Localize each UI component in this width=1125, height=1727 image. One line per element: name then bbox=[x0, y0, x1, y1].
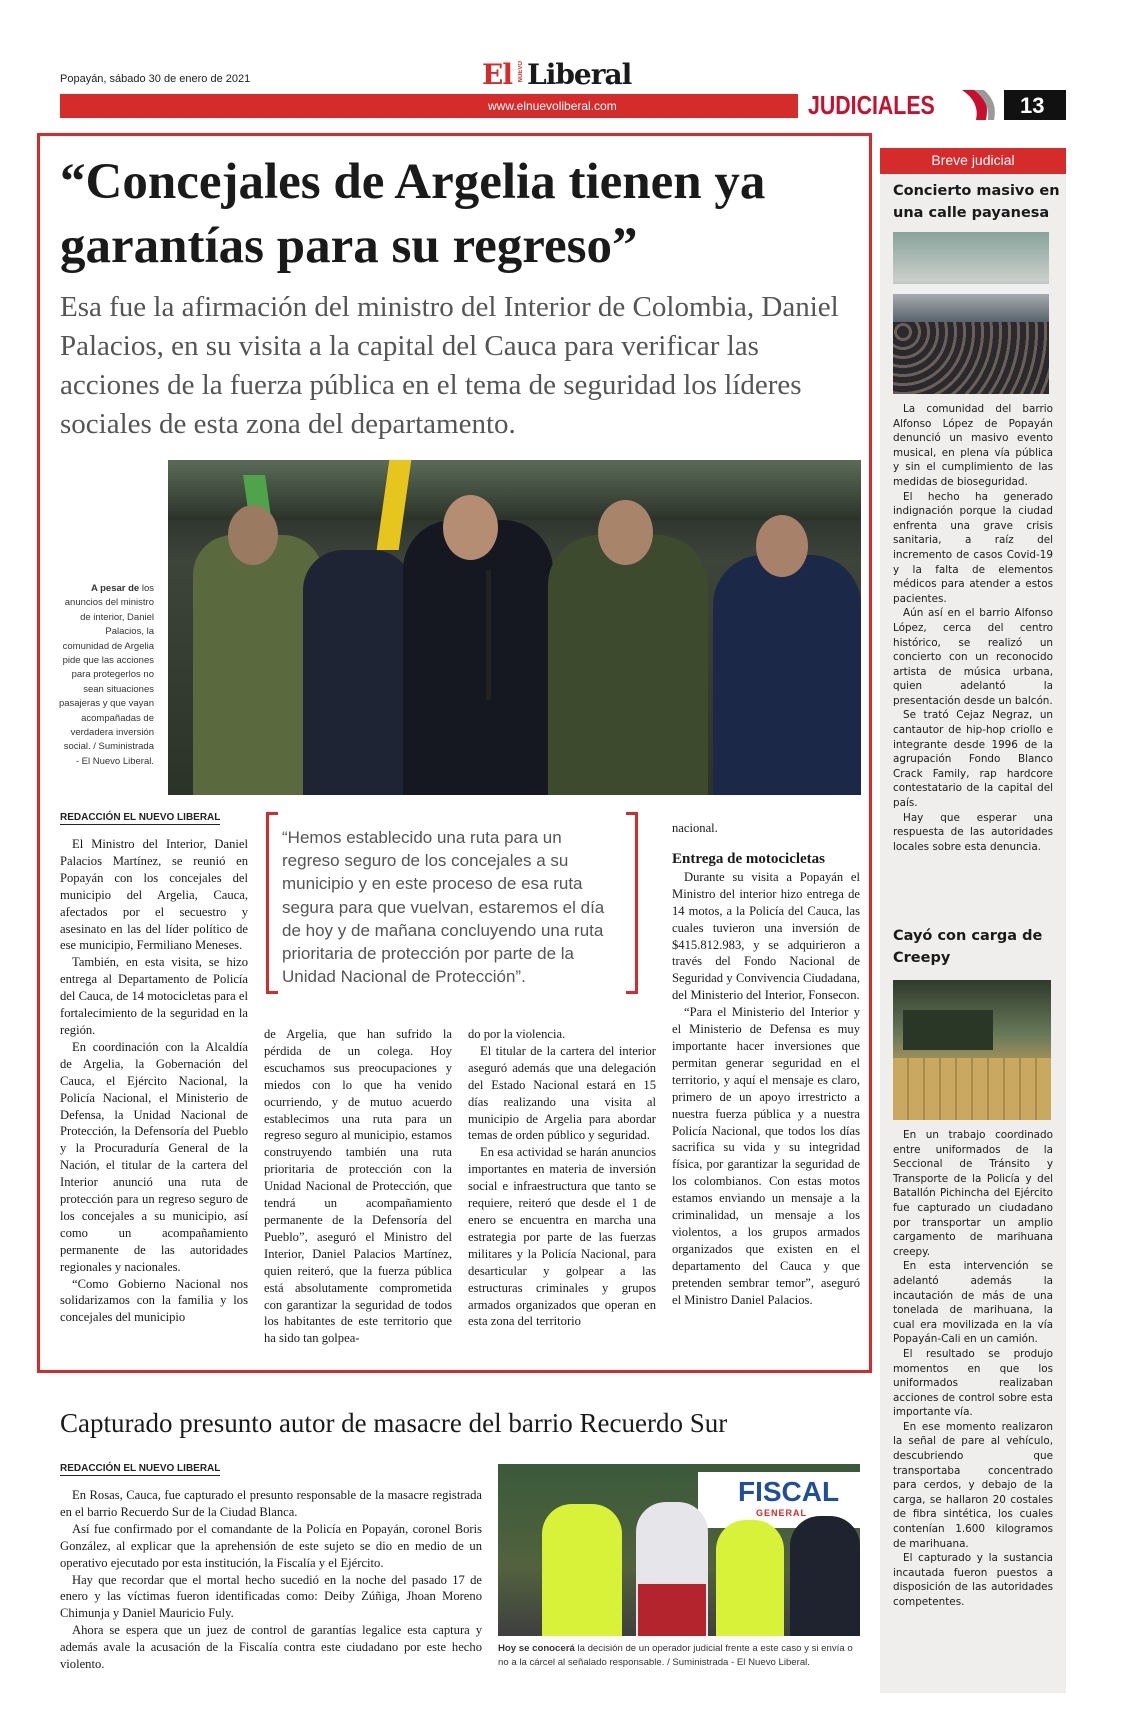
main-byline: REDACCIÓN EL NUEVO LIBERAL bbox=[60, 812, 221, 823]
sidebar-story1-p2: El hecho ha generado indignación porque la ciudad enfrenta una grave crisis sanitaria, a raíz del incremento de casos Covid-19 y la falta de elementos médicos para atender a estos pacientes. bbox=[893, 490, 1053, 605]
section-label: JUDICIALES bbox=[808, 90, 935, 120]
main-col4-top: nacional. bbox=[672, 821, 718, 835]
main-col4 bbox=[672, 820, 860, 1308]
main-col4-p2: “Para el Ministerio del Interior y el Ministerio de Defensa es muy importante hacer inversiones que permitan generar seguridad en el territorio, y aquí el mensaje es claro, primero de un apoyo irrestricto a nuestra fuerza pública y a nuestra Policía Nacional, que todos los días sacrifica su vida y su integridad física, por garantizar la seguridad de los colombianos. Con estas motos estamos enviando un mensaje a la criminalidad, un mensaje a los violentos, a los grupos armados organizados que existen en el departamento del Cauca y que pretenden sembrar temor”, aseguró el Ministro Daniel Palacios. bbox=[672, 1005, 860, 1307]
header-red-bar bbox=[60, 94, 798, 118]
caption-text: los anuncios del ministro de interior, Daniel Palacios, la comunidad de Argelia pide que las acciones para protegerlos no sean situaciones pasajeras y que vayan acompañadas de verdadera inversión social. / Suministrada - El Nuevo Liberal. bbox=[58, 583, 154, 767]
main-photo-caption bbox=[58, 582, 154, 769]
sidebar-story2-p4: En ese momento realizaron la señal de pare al vehículo, descubriendo que transportaba concentrado para cerdos, y debajo de la carga, se hallaron 20 costales de fibra sintética, los cuales contenían 1.600 kilogramos de marihuana. bbox=[893, 1420, 1053, 1550]
second-caption-lead: Hoy se conocerá bbox=[498, 1643, 575, 1654]
pullquote-bracket-left bbox=[266, 812, 278, 994]
main-col4-subhead: Entrega de motocicletas bbox=[672, 850, 826, 867]
sidebar-story2-p1: En un trabajo coordinado entre uniformados de la Seccional de Tránsito y Transporte de la Policía y del Batallón Pichincha del Ejército fue capturado un ciudadano por transportar un amplio cargamento de marihuana creepy. bbox=[893, 1129, 1053, 1258]
second-p2: Así fue confirmado por el comandante de la Policía en Popayán, coronel Boris González, al explicar que la aprehensión de este sujeto se dio en medio de un operativo ejecutado por esta institución, la Fiscalía y el Ejército. bbox=[60, 1521, 482, 1570]
sidebar-story2-title: Cayó con carga de Creepy bbox=[893, 928, 1043, 966]
website-link[interactable]: www.elnuevoliberal.com bbox=[488, 99, 617, 113]
main-photo bbox=[168, 460, 861, 795]
sidebar-story2-p5: El capturado y la sustancia incautada fueron puestos a disposición de las autoridades competentes. bbox=[893, 1552, 1053, 1608]
second-caption-text: la decisión de un operador judicial frente a este caso y si envía o no a la cárcel al señalado responsable. / Suministrada - El Nuevo Liberal. bbox=[498, 1643, 853, 1668]
second-body bbox=[60, 1487, 482, 1673]
main-col2 bbox=[264, 1026, 452, 1347]
sidebar-tab-label: Breve judicial bbox=[931, 152, 1015, 168]
logo-nuevo: NUEVO bbox=[518, 61, 524, 83]
pullquote: “Hemos establecido una ruta para un regreso seguro de los concejales a su municipio y en este proceso de esa ruta segura para que vuelvan, estaremos el día de hoy y de mañana concluyendo una ruta prioritaria de protección por parte de la Unidad Nacional de Protección”. bbox=[282, 828, 605, 987]
main-col3-p3: En esa actividad se harán anuncios importantes en materia de inversión social e infraestructura que tanto se requiere, reiteró que desde el 1 de enero se encuentra en marcha una estrategia por parte de las fuerzas militares y la Policía Nacional, para desarticular y golpear a las estructuras criminales y grupos armados organizados que operan en esta zona del territorio bbox=[468, 1145, 656, 1329]
caption-lead: A pesar de bbox=[90, 583, 140, 594]
main-col1-p2: También, en esta visita, se hizo entrega al Departamento de Policía del Cauca, de 14 motocicletas para el fortalecimiento de la seguridad en la región. bbox=[60, 955, 248, 1037]
page-number: 13 bbox=[1020, 93, 1045, 118]
sidebar-story2-p2: En esta intervención se adelantó además la incautación de más de una tonelada de marihuana, la cual era movilizada en la vía Popayán-Cali en un camión. bbox=[893, 1260, 1053, 1346]
dateline: Popayán, sábado 30 de enero de 2021 bbox=[60, 73, 251, 85]
main-col1 bbox=[60, 836, 248, 1326]
fiscalia-sign-sub: GENERAL bbox=[756, 1508, 808, 1518]
masthead-logo[interactable] bbox=[482, 58, 642, 92]
second-p1: En Rosas, Cauca, fue capturado el presunto responsable de la masacre registrada en el barrio Recuerdo Sur de la Ciudad Blanca. bbox=[60, 1488, 482, 1519]
main-headline: “Concejales de Argelia tienen ya garantías para su regreso” bbox=[60, 154, 766, 274]
sidebar-photo-seizure bbox=[893, 980, 1051, 1120]
pullquote-bracket-right bbox=[626, 812, 638, 994]
second-byline: REDACCIÓN EL NUEVO LIBERAL bbox=[60, 1463, 221, 1474]
main-col1-p1: El Ministro del Interior, Daniel Palacios Martínez, se reunió en Popayán con los concejales del municipio del Argelia, Cauca, afectados por el secuestro y asesinato en las del líder político de ese municipio, Fermiliano Meneses. bbox=[60, 837, 248, 953]
second-p3: Hay que recordar que el mortal hecho sucedió en la noche del pasado 17 de enero y las víctimas fueron identificadas como: Deiby Zúñiga, Jhoan Moreno Chimunja y Daniel Mauricio Fuly. bbox=[60, 1572, 482, 1621]
sidebar-story1-title: Concierto masivo en una calle payanesa bbox=[893, 183, 1060, 221]
sidebar-story2-p3: El resultado se produjo momentos en que los uniformados realizaban acciones de control sobre esta importante vía. bbox=[893, 1347, 1053, 1419]
second-headline: Capturado presunto autor de masacre del barrio Recuerdo Sur bbox=[60, 1408, 728, 1438]
second-photo bbox=[498, 1464, 860, 1636]
main-col3 bbox=[468, 1026, 656, 1330]
fiscalia-sign: FISCAL bbox=[738, 1476, 840, 1507]
sidebar-photo-concert bbox=[893, 232, 1049, 394]
main-col3-p2: El titular de la cartera del interior aseguró además que una delegación del Estado Nacional estará en 15 días realizando una visita al municipio de Argelia para abordar temas de orden público y seguridad. bbox=[468, 1043, 656, 1143]
sidebar-story2-body bbox=[893, 1128, 1053, 1610]
logo-liberal: Liberal bbox=[527, 58, 632, 91]
section-swoosh-icon bbox=[960, 90, 1004, 120]
main-col1-p3: En coordinación con la Alcaldía de Argelia, la Gobernación del Cauca, el Ejército Nacional, la Policía Nacional, el Ministerio de Defensa, la Unidad Nacional de Protección, la Defensoría del Pueblo y la Procuraduría General de la Nación, el titular de la cartera del Interior anunció una ruta de protección para un regreso seguro de los concejales a su municipio, así como un acompañamiento permanente de las autoridades regionales y nacionales. bbox=[60, 1039, 248, 1274]
main-col3-p1: do por la violencia. bbox=[468, 1027, 566, 1041]
sidebar-story1-body bbox=[893, 402, 1053, 854]
logo-el: El bbox=[482, 58, 512, 91]
sidebar-story1-p5: Hay que esperar una respuesta de las autoridades locales sobre esta denuncia. bbox=[893, 811, 1053, 853]
main-col4-p1: Durante su visita a Popayán el Ministro del interior hizo entrega de 14 motos, a la Policía del Cauca, las cuales tuvieron una inversión de $415.812.983, y se adquirieron a través del Fondo Nacional de Seguridad y Convivencia Ciudadana, del Ministerio del Interior, Fonsecon. bbox=[672, 869, 860, 1003]
sidebar-story1-p1: La comunidad del barrio Alfonso López de Popayán denunció un masivo evento musical, en plena vía pública y sin el cumplimiento de las medidas de bioseguridad. bbox=[893, 403, 1053, 488]
sidebar-story1-p4: Se trató Cejaz Negraz, un cantautor de hip-hop criollo e integrante desde 1996 de la agrupación Fondo Blanco Crack Family, rap hardcore contestatario de la capital del país. bbox=[893, 709, 1053, 810]
second-p4: Ahora se espera que un juez de control de garantías legalice esta captura y además avale la acusación de la Fiscalía contra este ciudadano por este hecho violento. bbox=[60, 1623, 482, 1672]
main-col1-p4: “Como Gobierno Nacional nos solidarizamos con la familia y los concejales del municipio bbox=[60, 1276, 248, 1325]
second-photo-caption bbox=[498, 1642, 860, 1670]
main-col2-p1: de Argelia, que han sufrido la pérdida de un colega. Hoy escuchamos sus preocupaciones y miedos con lo que ha venido ocurriendo, y de mutuo acuerdo establecimos una ruta para un regreso seguro al municipio, estamos construyendo también una ruta prioritaria de protección con la Unidad Nacional de Protección, que tendrá un acompañamiento permanente de la Defensoría del Pueblo”, aseguró el Ministro del Interior, Daniel Palacios Martínez, quien reiteró, que la fuerza pública está absolutamente comprometida con garantizar la seguridad de todos los habitantes de este territorio que ha sido tan golpea- bbox=[264, 1027, 452, 1346]
main-subhead: Esa fue la afirmación del ministro del Interior de Colombia, Daniel Palacios, en su visita a la capital del Cauca para verificar las acciones de la fuerza pública en el tema de seguridad los líderes sociales de esta zona del departamento. bbox=[60, 291, 839, 440]
sidebar-story1-p3: Aún así en el barrio Alfonso López, cerca del centro histórico, se realizó un concierto con un reconocido artista de música urbana, quien adelantó la presentación desde un balcón. bbox=[893, 607, 1053, 707]
